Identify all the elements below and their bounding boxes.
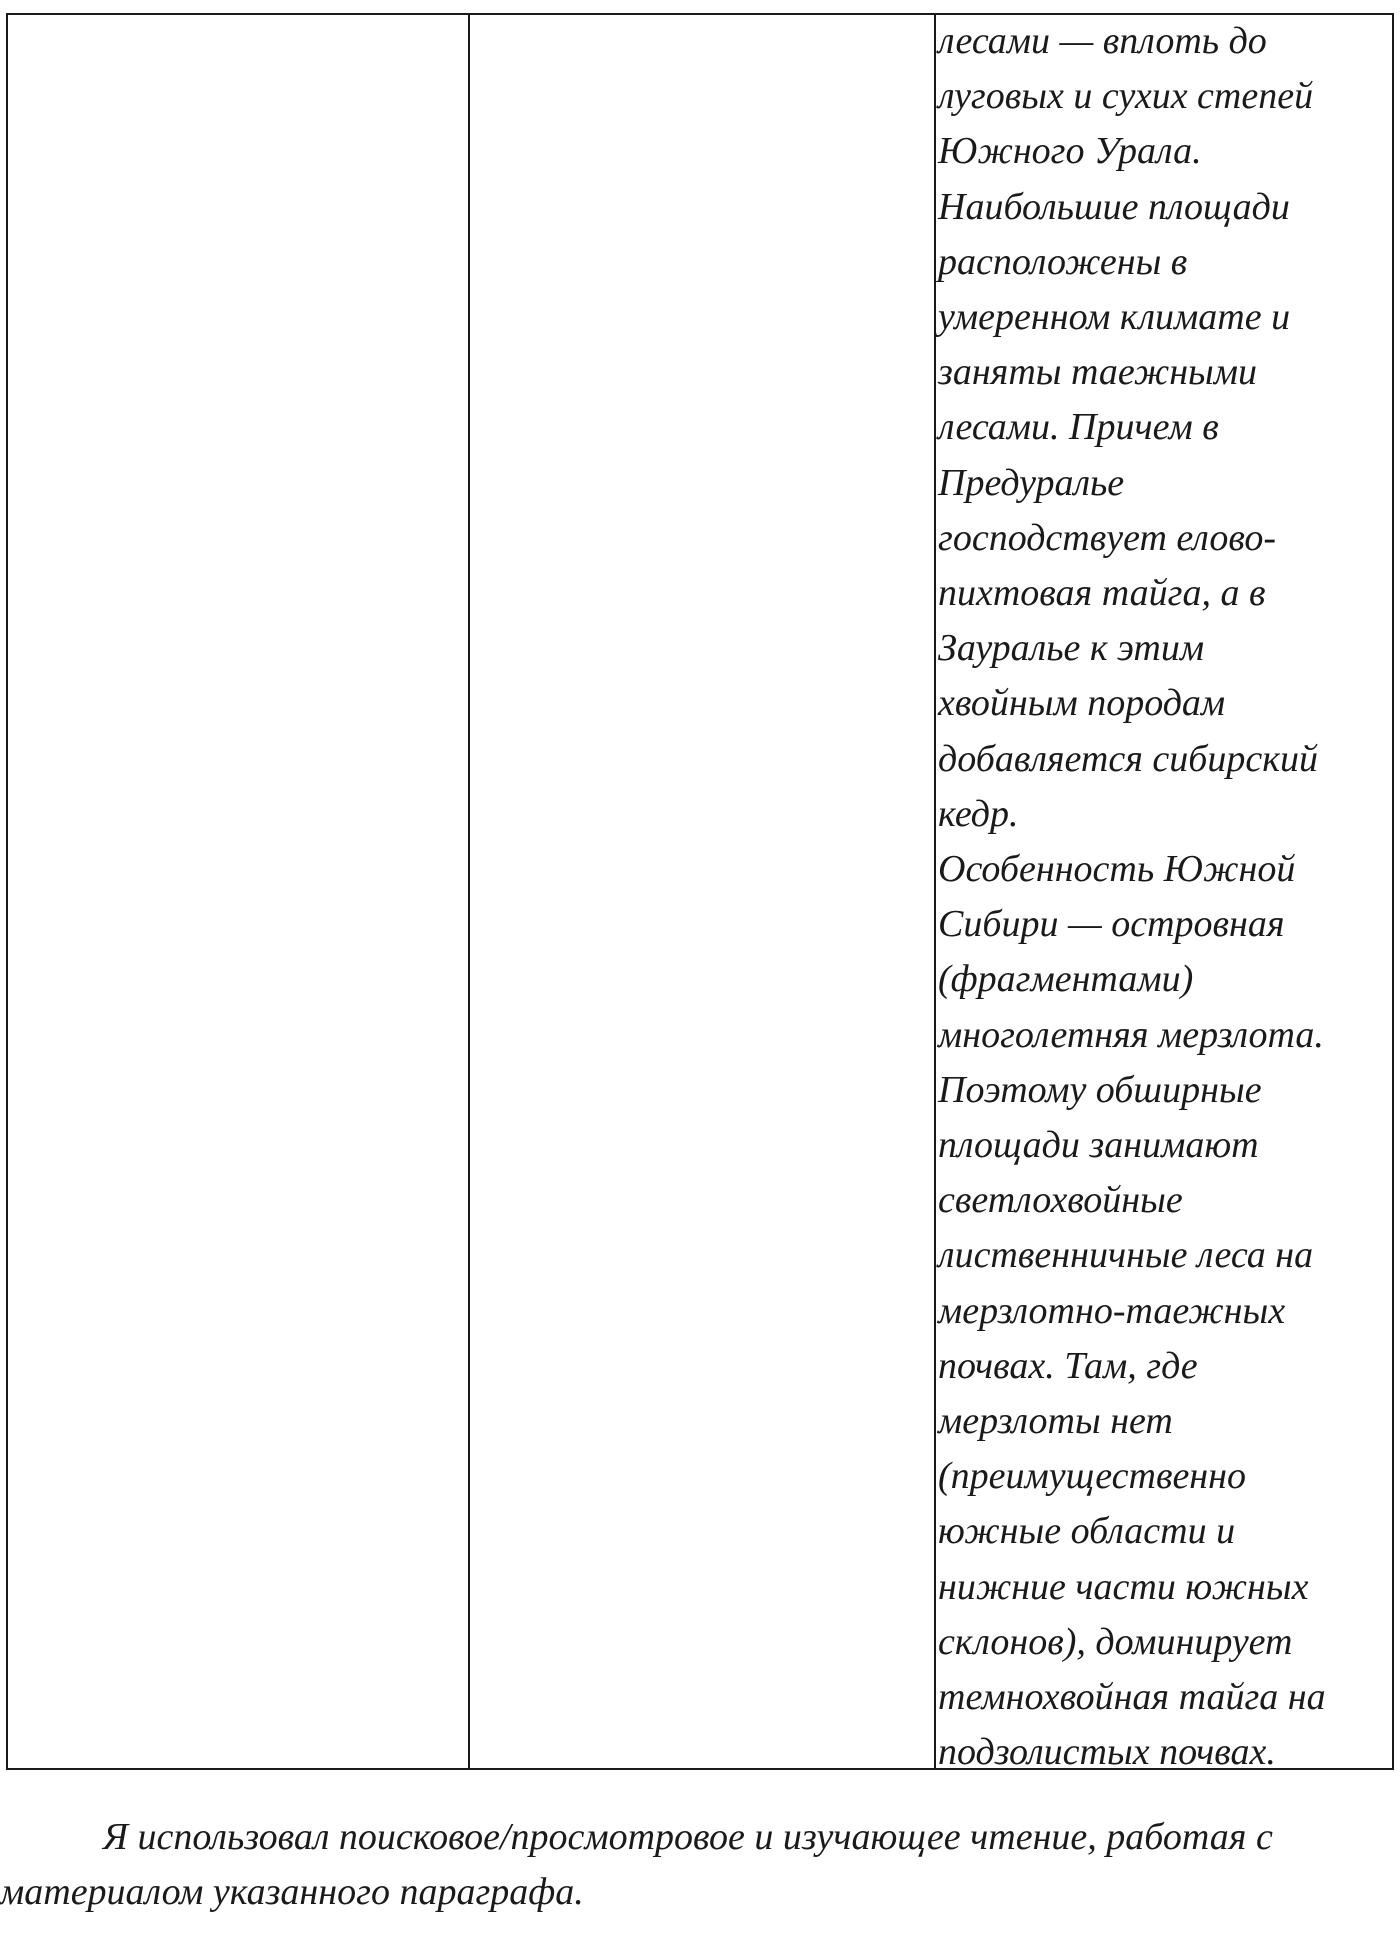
text-line: Зауралье к этим bbox=[938, 627, 1205, 670]
text-line: лиственничные леса на bbox=[938, 1234, 1314, 1277]
table-cell-column-2 bbox=[470, 15, 934, 1768]
text-line: расположены в bbox=[938, 240, 1188, 283]
table-cell-column-3-text bbox=[938, 14, 1378, 1781]
text-line: (фрагментами) bbox=[938, 958, 1194, 1001]
text-line: Особенность Южной bbox=[938, 848, 1296, 891]
text-line: склонов), доминирует bbox=[938, 1620, 1293, 1663]
text-line: Наибольшие площади bbox=[938, 185, 1290, 228]
text-line: мерзлоты нет bbox=[938, 1400, 1173, 1443]
footer-line-1: Я использовал поисковое/просмотровое и изучающее чтение, работая с bbox=[103, 1816, 1273, 1858]
text-line: господствует елово- bbox=[938, 516, 1276, 559]
text-line: (преимущественно bbox=[938, 1455, 1247, 1498]
text-line: кедр. bbox=[938, 792, 1019, 835]
text-line: площади занимают bbox=[938, 1124, 1259, 1167]
table-cell-column-1 bbox=[8, 15, 468, 1768]
text-line: заняты таежными bbox=[938, 351, 1258, 394]
text-line: пихтовая тайга, а в bbox=[938, 572, 1266, 615]
text-line: многолетняя мерзлота. bbox=[938, 1013, 1324, 1056]
text-line: мерзлотно-таежных bbox=[938, 1289, 1286, 1332]
text-line: темнохвойная тайга на bbox=[938, 1676, 1326, 1719]
text-line: Предуралье bbox=[938, 461, 1125, 504]
text-line: умеренном климате и bbox=[938, 296, 1291, 339]
footer-line-2: материалом указанного параграфа. bbox=[0, 1871, 584, 1913]
text-line: луговых и сухих степей bbox=[938, 75, 1314, 118]
text-line: нижние части южных bbox=[938, 1565, 1309, 1608]
text-line: светлохвойные bbox=[938, 1179, 1183, 1222]
footer-paragraph bbox=[0, 1810, 1400, 1920]
text-line: лесами. Причем в bbox=[938, 406, 1219, 449]
text-line: подзолистых почвах. bbox=[938, 1731, 1276, 1774]
text-line: Южного Урала. bbox=[938, 130, 1202, 173]
text-line: добавляется сибирский bbox=[938, 737, 1319, 780]
text-line: Поэтому обширные bbox=[938, 1068, 1262, 1111]
text-line: лесами — вплоть до bbox=[938, 20, 1267, 62]
text-line: южные области и bbox=[938, 1510, 1236, 1553]
text-line: хвойным породам bbox=[938, 682, 1226, 725]
text-line: Сибири — островная bbox=[938, 903, 1285, 946]
text-line: почвах. Там, где bbox=[938, 1344, 1198, 1387]
